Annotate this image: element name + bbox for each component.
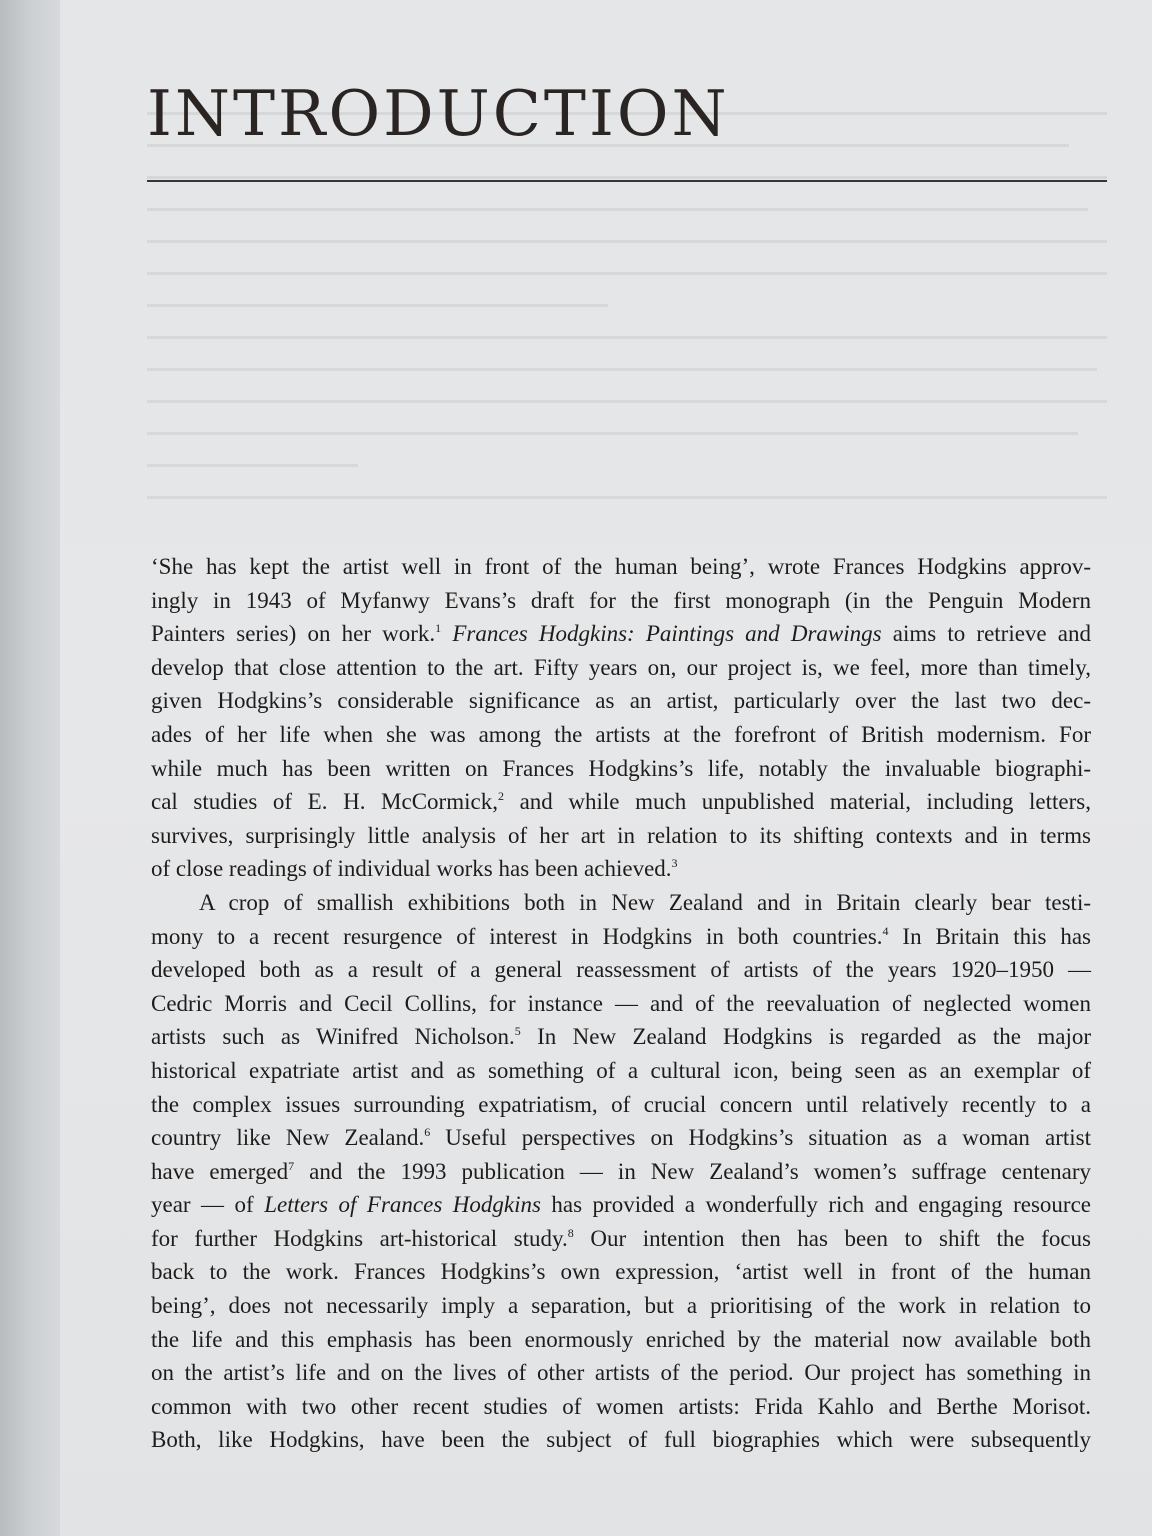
text-line: year — of Letters of Frances Hodgkins has provided a wonderfully rich and engaging resource xyxy=(151,1192,1091,1218)
text-line: historical expatriate artist and as something of a cultural icon, being seen as an exemplar of xyxy=(151,1057,1091,1083)
text-line: back to the work. Frances Hodgkins’s own expression, ‘artist well in front of the human xyxy=(151,1259,1091,1285)
text-line: survives, surprisingly little analysis of her art in relation to its shifting contexts and in terms xyxy=(151,822,1091,848)
paragraph xyxy=(151,550,1091,886)
footnote-marker: 5 xyxy=(514,1024,521,1039)
text-line: A crop of smallish exhibitions both in New Zealand and in Britain clearly bear testi- xyxy=(199,889,1091,915)
footnote-marker: 7 xyxy=(288,1158,295,1173)
text-line: ades of her life when she was among the artists at the forefront of British modernism. For xyxy=(151,721,1091,747)
text-line: of close readings of individual works has been achieved.$^3$ xyxy=(151,856,678,882)
footnote-marker: 6 xyxy=(424,1125,431,1140)
chapter-heading: INTRODUCTION xyxy=(147,77,730,150)
body-text xyxy=(151,550,1091,1457)
text-line: ingly in 1943 of Myfanwy Evans’s draft for the first monograph (in the Penguin Modern xyxy=(151,587,1091,613)
footnote-marker: 4 xyxy=(882,923,889,938)
text-line: common with two other recent studies of women artists: Frida Kahlo and Berthe Morisot. xyxy=(151,1393,1091,1419)
text-line: for further Hodgkins art-historical study.$^8$ Our intention then has been to shift the focus xyxy=(151,1225,1091,1251)
text-line: developed both as a result of a general reassessment of artists of the years 1920–1950 — xyxy=(151,957,1091,983)
text-line: on the artist’s life and on the lives of other artists of the period. Our project has something in xyxy=(151,1360,1091,1386)
show-through-text xyxy=(147,112,1107,512)
text-line: cal studies of E. H. McCormick,$^2$ and while much unpublished material, including letters, xyxy=(151,789,1091,815)
text-line: have emerged$^7$ and the 1993 publication — in New Zealand’s women’s suffrage centenary xyxy=(151,1158,1091,1184)
heading-rule xyxy=(147,180,1107,182)
text-line: Painters series) on her work.$^1$ Frances Hodgkins: Paintings and Drawings aims to retrieve and xyxy=(151,621,1092,647)
text-line: Cedric Morris and Cecil Collins, for instance — and of the reevaluation of neglected women xyxy=(151,990,1091,1016)
text-line: mony to a recent resurgence of interest in Hodgkins in both countries.$^4$ In Britain this has xyxy=(151,923,1091,949)
italic-title: Frances Hodgkins: Paintings and Drawings xyxy=(452,621,882,647)
footnote-marker: 2 xyxy=(497,789,504,804)
text-line: the complex issues surrounding expatriatism, of crucial concern until relatively recently to a xyxy=(151,1091,1091,1117)
text-line: ‘She has kept the artist well in front of the human being’, wrote Frances Hodgkins approv- xyxy=(151,554,1091,579)
text-line: Both, like Hodgkins, have been the subject of full biographies which were subsequently xyxy=(151,1427,1091,1453)
text-line: artists such as Winifred Nicholson.$^5$ In New Zealand Hodgkins is regarded as the major xyxy=(151,1024,1091,1050)
text-line: develop that close attention to the art. Fifty years on, our project is, we feel, more than timely, xyxy=(151,654,1091,680)
text-line: the life and this emphasis has been enormously enriched by the material now available both xyxy=(151,1326,1091,1352)
text-line: country like New Zealand.$^6$ Useful perspectives on Hodgkins’s situation as a woman artist xyxy=(151,1125,1091,1151)
paragraph xyxy=(151,886,1091,1457)
text-line: being’, does not necessarily imply a separation, but a prioritising of the work in relation to xyxy=(151,1293,1091,1319)
footnote-marker: 1 xyxy=(435,621,442,636)
text-line: while much has been written on Frances Hodgkins’s life, notably the invaluable biographi- xyxy=(151,755,1091,781)
italic-title: Letters of Frances Hodgkins xyxy=(264,1192,541,1218)
text-line: given Hodgkins’s considerable significance as an artist, particularly over the last two dec- xyxy=(151,688,1091,714)
footnote-marker: 8 xyxy=(567,1225,574,1240)
footnote-marker: 3 xyxy=(671,856,678,871)
